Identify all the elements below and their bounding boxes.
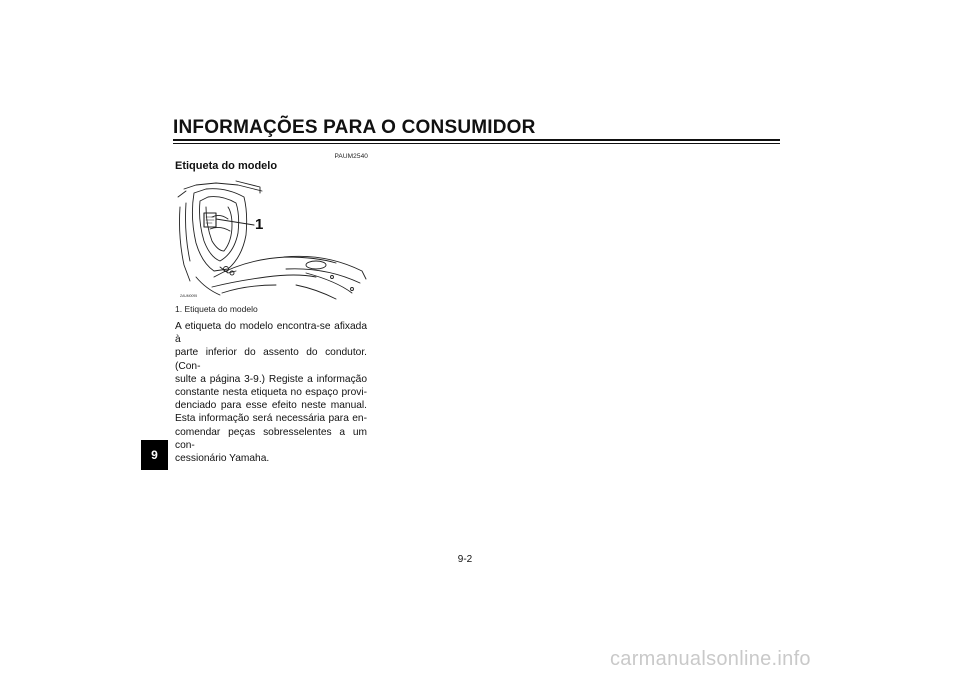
page-number: 9-2 (457, 554, 473, 565)
body-line: A etiqueta do modelo encontra-se afixada à (175, 321, 367, 346)
chapter-tab: 9 (141, 440, 168, 470)
header-rule-thin (173, 143, 780, 144)
body-paragraph (175, 320, 367, 465)
figure-caption: 1. Etiqueta do modelo (175, 304, 258, 314)
body-line: constante nesta etiqueta no espaço provi- (175, 387, 367, 399)
body-line: denciado para esse efeito neste manual. (175, 400, 367, 412)
model-label-illustration (176, 177, 368, 300)
body-line: comendar peças sobresselentes a um con- (175, 426, 367, 451)
body-line: parte inferior do assento do condutor. (Con- (175, 347, 367, 372)
seat-underside-drawing (176, 177, 368, 300)
section-code: PAUM2540 (334, 153, 368, 160)
body-line: cessionário Yamaha. (175, 453, 270, 465)
watermark: carmanualsonline.info (610, 648, 811, 670)
figure-image-code: ZAUM0095 (180, 294, 198, 298)
header-rule-thick (173, 139, 780, 141)
body-line: sulte a página 3-9.) Registe a informação (175, 373, 367, 385)
callout-number: 1 (255, 216, 264, 233)
section-heading: Etiqueta do modelo (175, 160, 278, 172)
body-line: Esta informação será necessária para en- (175, 413, 367, 425)
page-title: INFORMAÇÕES PARA O CONSUMIDOR (173, 117, 536, 138)
